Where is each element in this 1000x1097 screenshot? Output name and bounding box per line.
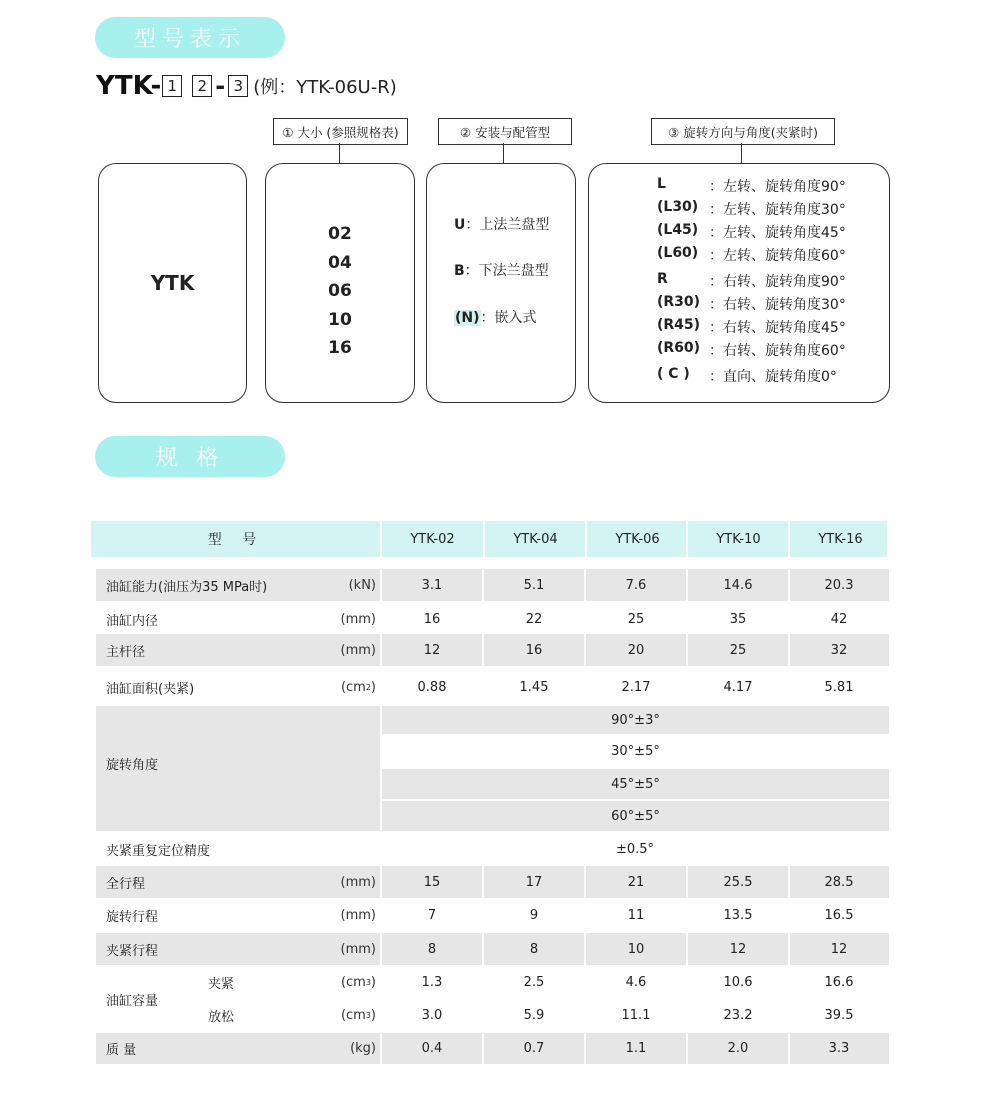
- header-title: 型 号: [207, 532, 265, 548]
- rotation-angle-value: 30°±5°: [611, 743, 660, 759]
- table-row-rotation-angle: [96, 706, 889, 831]
- table-row-rotation-stroke: 旋转行程 (mm) 7 9 11 13.5 16.5: [106, 907, 854, 925]
- table-row-clamp-stroke: 夹紧行程 (mm) 8 8 10 12 12: [96, 933, 889, 965]
- rotation-option: (R60) ：右转、旋转角度60°: [657, 340, 846, 359]
- section-title-model: 型号表示: [95, 17, 285, 58]
- card-base-code: [98, 163, 247, 403]
- connector-line-mount: [503, 143, 504, 163]
- tag-mount: ② 安装与配管型: [438, 118, 572, 145]
- header-model: YTK-02: [410, 531, 455, 547]
- rotation-angle-value: 60°±5°: [382, 801, 889, 831]
- table-row-mass: 质 量 (kg) 0.4 0.7 1.1 2.0 3.3: [96, 1033, 889, 1064]
- size-item: 04: [328, 252, 352, 273]
- card-rotation: [588, 163, 890, 403]
- tag-rotation: ③ 旋转方向与角度(夹紧时): [651, 118, 835, 145]
- mount-item-b: B：下法兰盘型: [454, 263, 549, 279]
- section-title-spec: 规 格: [95, 436, 285, 477]
- rotation-angle-value: 90°±3°: [382, 706, 889, 734]
- rotation-option: L ：左转、旋转角度90°: [657, 176, 846, 195]
- connector-line-rotation: [741, 143, 742, 163]
- code-dash: -: [215, 72, 226, 100]
- header-model: YTK-10: [716, 531, 761, 547]
- card-sizes: [265, 163, 415, 403]
- model-prefix: YTK-: [96, 71, 162, 101]
- rotation-option: (L30) ：左转、旋转角度30°: [657, 199, 846, 218]
- size-item: 16: [328, 338, 352, 358]
- rotation-option: (L45) ：左转、旋转角度45°: [657, 222, 846, 241]
- header-model: YTK-04: [513, 531, 558, 547]
- code-box-1: 1: [162, 75, 182, 97]
- card-mounting: [426, 163, 576, 403]
- rotation-angle-value: 45°±5°: [382, 769, 889, 799]
- table-row-oil-capacity: 油缸容量: [106, 993, 159, 1009]
- code-box-3: 3: [228, 75, 248, 97]
- rotation-option: (R45) ：右转、旋转角度45°: [657, 317, 846, 336]
- table-row-bore: 油缸内径 (mm) 16 22 25 35 42: [106, 611, 848, 629]
- header-model: YTK-06: [615, 531, 660, 547]
- mount-item-u: U：上法兰盘型: [454, 217, 550, 233]
- size-item: 10: [328, 309, 352, 330]
- table-row-capacity-release: 放松 (cm 3 ) 3.0 5.9 11.1 23.2 39.5: [208, 1008, 854, 1025]
- spec-table-header: [91, 521, 887, 557]
- rotation-option: (L60) ：左转、旋转角度60°: [657, 245, 846, 264]
- header-model: YTK-16: [818, 531, 863, 547]
- code-box-2: 2: [192, 75, 212, 97]
- table-row-rod: 主杆径 (mm) 12 16 20 25 32: [96, 634, 889, 666]
- model-example: (例：YTK-06U-R): [253, 77, 397, 98]
- model-code-line: [96, 70, 397, 102]
- table-row-force: 油缸能力(油压为35 MPa时) (kN) 3.1 5.1 7.6 14.6 20.3: [96, 569, 889, 601]
- connector-line-size: [339, 143, 340, 163]
- tag-size: ① 大小 (参照规格表): [273, 118, 408, 145]
- mount-item-n: (N)：嵌入式: [455, 310, 537, 326]
- rotation-option: (R30) ：右转、旋转角度30°: [657, 294, 846, 313]
- table-row-capacity-clamp: 夹紧 (cm 3 ) 1.3 2.5 4.6 10.6 16.6: [208, 975, 854, 992]
- table-row-accuracy: 夹紧重复定位精度 ±0.5°: [106, 841, 655, 859]
- rotation-option: ( C ) ：直向、旋转角度0°: [657, 366, 837, 385]
- base-code: YTK: [150, 271, 195, 295]
- size-item: 06: [328, 281, 352, 301]
- table-row-full-stroke: 全行程 (mm) 15 17 21 25.5 28.5: [96, 866, 889, 898]
- table-row-area: 油缸面积(夹紧) (cm 2 ) 0.88 1.45 2.17 4.17 5.81: [106, 679, 854, 697]
- rotation-angle-label: 旋转角度: [106, 758, 159, 773]
- rotation-option: R ：右转、旋转角度90°: [657, 271, 846, 290]
- size-item: 02: [328, 224, 352, 244]
